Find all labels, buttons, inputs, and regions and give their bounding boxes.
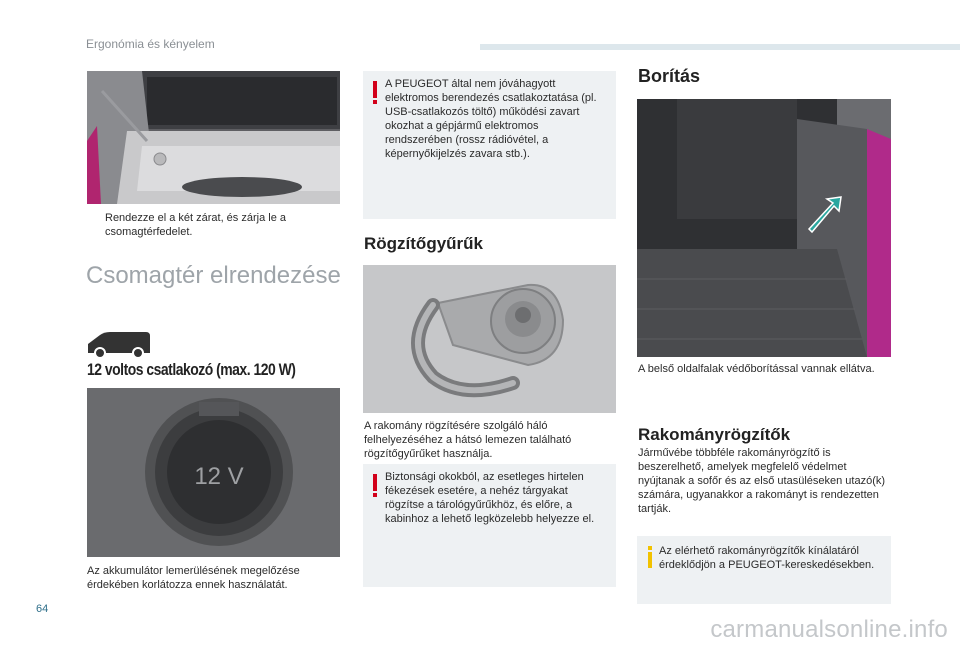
cargo-covering-photo [637,99,891,357]
trunk-cover-photo [87,71,340,204]
covering-text: A belső oldalfalak védőborítással vannak ellátva. [638,363,875,375]
info-i-icon [648,546,652,550]
chapter-title: Ergonómia és kényelem [86,37,215,51]
instruction-bullet [88,211,338,239]
warning-note-2 [363,464,616,587]
warning-text-1: A PEUGEOT által nem jóváhagyott elektromos berendezés csatlakoztatása (pl. USB-csatlakozós töltő) működési zavart okozhat a gépjármű elektromos rendszerében (rossz rádióvétel, a képernyőkijelzés zavara stb.). [385,78,597,160]
page-number: 64 [36,603,49,615]
exclamation-warning-icon [373,81,377,98]
instruction-text: Rendezze el a két zárat, és zárja le a csomagtérfedelet. [105,212,286,238]
header-accent-bar [480,44,960,50]
exclamation-warning-icon [373,474,377,491]
heading-rings: Rögzítőgyűrűk [364,234,483,253]
heading-12v-socket: 12 voltos csatlakozó (max. 120 W) [87,360,296,379]
van-silhouette-icon [86,327,152,359]
12v-socket-photo [87,388,340,557]
heading-covering: Borítás [638,66,701,86]
warning-text-2: Biztonsági okokból, az esetleges hirtelen fékezések esetére, a nehéz tárgyakat rögzítse a tárológyűrűkhöz, és előre, a kabinhoz a lehető legközelebb helyezze el. [385,471,595,525]
section-title: Csomagtér elrendezése [86,262,341,289]
right-arrow-bullet-icon [88,211,105,239]
cargo-text: Járművébe többféle rakományrögzítő is beszerelhető, amelyek megfelelő védelmet nyújtanak a sofőr és az első utasüléseken utazó(k) számára, ugyanakkor a rakományt is rendezetten tartják. [638,447,886,515]
warning-note-1 [363,71,616,219]
rings-text: A rakomány rögzítésére szolgáló háló felhelyezéséhez a hátsó lemezen található rögzítőgyűrűket használja. [364,420,572,460]
anchor-ring-photo [363,265,616,413]
socket-label: 12 V [194,463,244,490]
caption-12v: Az akkumulátor lemerülésének megelőzése érdekében korlátozza ennek használatát. [87,565,300,591]
watermark: carmanualsonline.info [710,616,948,643]
info-text: Az elérhető rakományrögzítők kínálatáról érdeklődjön a PEUGEOT-kereskedésekben. [659,545,875,571]
info-note [637,536,891,604]
heading-cargo-restraints: Rakományrögzítők [638,425,791,444]
